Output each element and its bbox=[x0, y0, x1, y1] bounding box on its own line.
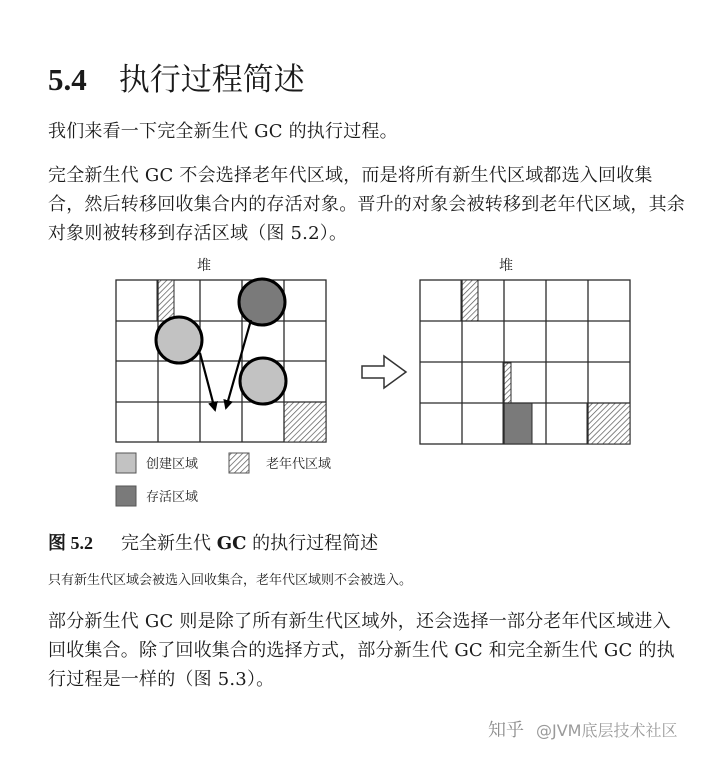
left-heap-grid bbox=[116, 279, 326, 442]
figure-number: 图 5.2 bbox=[48, 533, 93, 553]
legend-swatch-survivor bbox=[116, 486, 136, 506]
right-old-region bbox=[461, 280, 478, 321]
left-old-region bbox=[157, 280, 174, 321]
right-survivor-region bbox=[503, 403, 532, 444]
figure-caption bbox=[48, 530, 378, 557]
legend-label-old: 老年代区域 bbox=[266, 457, 332, 472]
paragraph-full-young-gc: 完全新生代 GC 不会选择老年代区域，而是将所有新生代区域都选入回收集合，然后转移回收集合内的存活对象。晋升的对象会被转移到老年代区域，其余对象则被转移到存活区域（图 5.2）。 bbox=[48, 165, 685, 244]
caption-text-gc: GC bbox=[216, 533, 247, 554]
figure-5-2 bbox=[108, 248, 648, 516]
figure-legend bbox=[116, 453, 331, 506]
legend-label-created: 创建区域 bbox=[146, 457, 199, 472]
watermark bbox=[488, 716, 677, 742]
watermark-author: @JVM底层技术社区 bbox=[536, 721, 678, 740]
legend-swatch-old bbox=[229, 453, 249, 473]
legend-swatch-created bbox=[116, 453, 136, 473]
caption-text-post: 的执行过程简述 bbox=[246, 533, 379, 554]
section-title: 执行过程简述 bbox=[118, 62, 305, 98]
figure-note: 只有新生代区域会被选入回收集合，老年代区域则不会被选入。 bbox=[48, 573, 413, 588]
legend-label-survivor: 存活区域 bbox=[146, 490, 199, 505]
survivor-region-circle bbox=[239, 279, 285, 325]
created-region-circle bbox=[156, 317, 202, 363]
right-old-region bbox=[587, 403, 630, 444]
section-heading bbox=[48, 58, 305, 102]
right-heap-grid bbox=[420, 280, 630, 444]
right-heap-label: 堆 bbox=[499, 258, 513, 274]
left-old-region bbox=[284, 402, 326, 442]
watermark-site: 知乎 bbox=[488, 720, 524, 741]
gc-diagram bbox=[108, 248, 648, 516]
section-number: 5.4 bbox=[48, 62, 87, 97]
created-region-circle bbox=[240, 358, 286, 404]
left-heap-label: 堆 bbox=[197, 258, 211, 274]
caption-text-pre: 完全新生代 bbox=[121, 533, 217, 554]
paragraph-partial-young-gc: 部分新生代 GC 则是除了所有新生代区域外，还会选择一部分老年代区域进入回收集合。除了回收集合的选择方式，部分新生代 GC 和完全新生代 GC 的执行过程是一样的（图 5.3）。 bbox=[48, 611, 675, 690]
transition-arrow-icon bbox=[362, 356, 406, 388]
paragraph-intro: 我们来看一下完全新生代 GC 的执行过程。 bbox=[48, 121, 398, 142]
